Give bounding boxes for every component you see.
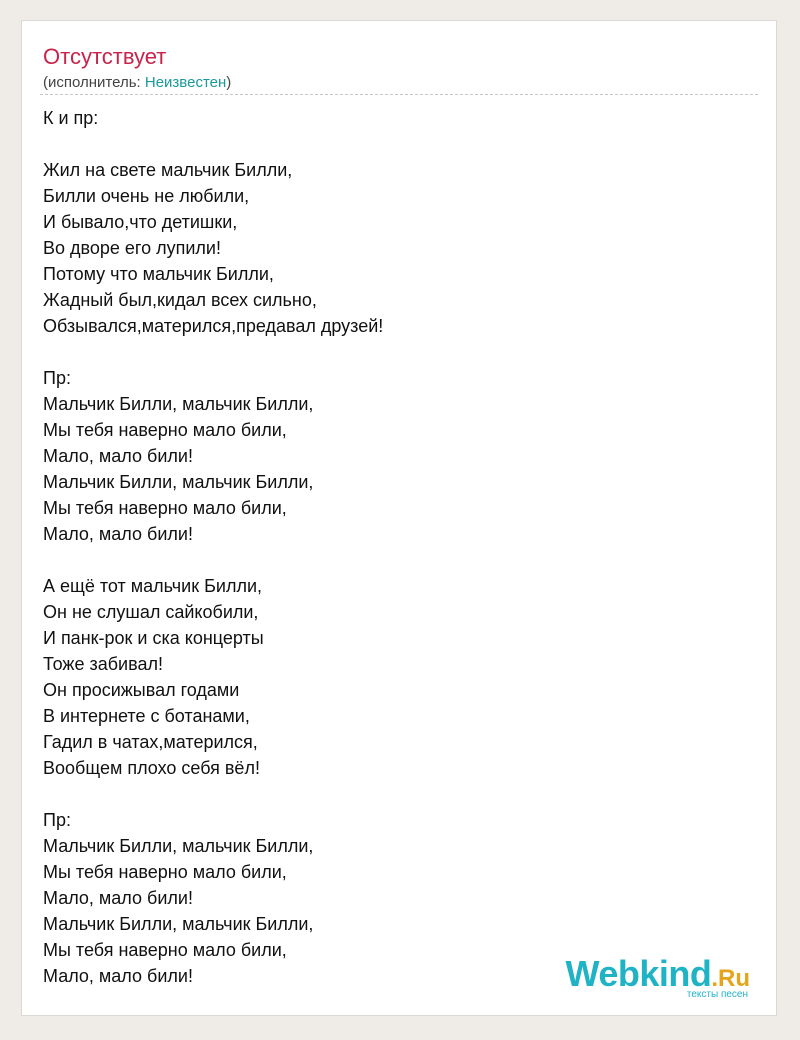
lyric-line: Мало, мало били! bbox=[43, 966, 193, 986]
lyric-line: Жил на свете мальчик Билли, bbox=[43, 160, 293, 180]
site-logo[interactable] bbox=[565, 953, 750, 1000]
lyrics-text bbox=[43, 105, 743, 989]
artist-meta-prefix: (исполнитель: bbox=[43, 74, 145, 91]
lyric-line: Билли очень не любили, bbox=[43, 186, 250, 206]
lyric-line: И бывало,что детишки, bbox=[43, 212, 238, 232]
lyric-line: Мальчик Билли, мальчик Билли, bbox=[43, 472, 314, 492]
lyric-line: Мы тебя наверно мало били, bbox=[43, 420, 287, 440]
lyric-line: Потому что мальчик Билли, bbox=[43, 264, 274, 284]
lyric-line: Тоже забивал! bbox=[43, 654, 163, 674]
lyric-line: Мы тебя наверно мало били, bbox=[43, 498, 287, 518]
lyric-line: В интернете с ботанами, bbox=[43, 706, 250, 726]
lyric-line: И панк-рок и ска концерты bbox=[43, 628, 264, 648]
lyric-line: Вообщем плохо себя вёл! bbox=[43, 758, 260, 778]
lyrics-card bbox=[21, 20, 777, 1016]
lyric-line: Мы тебя наверно мало били, bbox=[43, 940, 287, 960]
lyric-line: Пр: bbox=[43, 368, 71, 388]
lyric-line: Мало, мало били! bbox=[43, 446, 193, 466]
song-title: Отсутствует bbox=[43, 44, 167, 69]
lyric-line: Мало, мало били! bbox=[43, 524, 193, 544]
lyric-line: Мальчик Билли, мальчик Билли, bbox=[43, 914, 314, 934]
lyric-line: Обзывался,матерился,предавал друзей! bbox=[43, 316, 384, 336]
header-divider bbox=[40, 94, 758, 95]
lyric-line: Гадил в чатах,матерился, bbox=[43, 732, 258, 752]
artist-link[interactable]: Неизвестен bbox=[144, 74, 227, 91]
lyric-blank-line bbox=[43, 131, 743, 157]
lyric-line: К и пр: bbox=[43, 108, 99, 128]
logo-domain: .Ru bbox=[711, 965, 750, 992]
lyric-line: Мальчик Билли, мальчик Билли, bbox=[43, 394, 314, 414]
lyric-line: Он просижывал годами bbox=[43, 680, 240, 700]
logo-tagline: тексты песен bbox=[686, 989, 748, 1000]
lyric-line: Мальчик Билли, мальчик Билли, bbox=[43, 836, 314, 856]
lyric-blank-line bbox=[43, 781, 743, 807]
artist-meta bbox=[43, 73, 231, 93]
lyric-line: Жадный был,кидал всех сильно, bbox=[43, 290, 317, 310]
lyric-line: Во дворе его лупили! bbox=[43, 238, 221, 258]
lyric-line: А ещё тот мальчик Билли, bbox=[43, 576, 263, 596]
logo-wordmark: Webkind bbox=[565, 953, 712, 994]
artist-meta-suffix: ) bbox=[226, 74, 232, 91]
lyric-line: Он не слушал сайкобили, bbox=[43, 602, 259, 622]
lyric-line: Пр: bbox=[43, 810, 71, 830]
lyric-blank-line bbox=[43, 547, 743, 573]
lyric-line: Мало, мало били! bbox=[43, 888, 193, 908]
lyric-blank-line bbox=[43, 339, 743, 365]
lyric-line: Мы тебя наверно мало били, bbox=[43, 862, 287, 882]
